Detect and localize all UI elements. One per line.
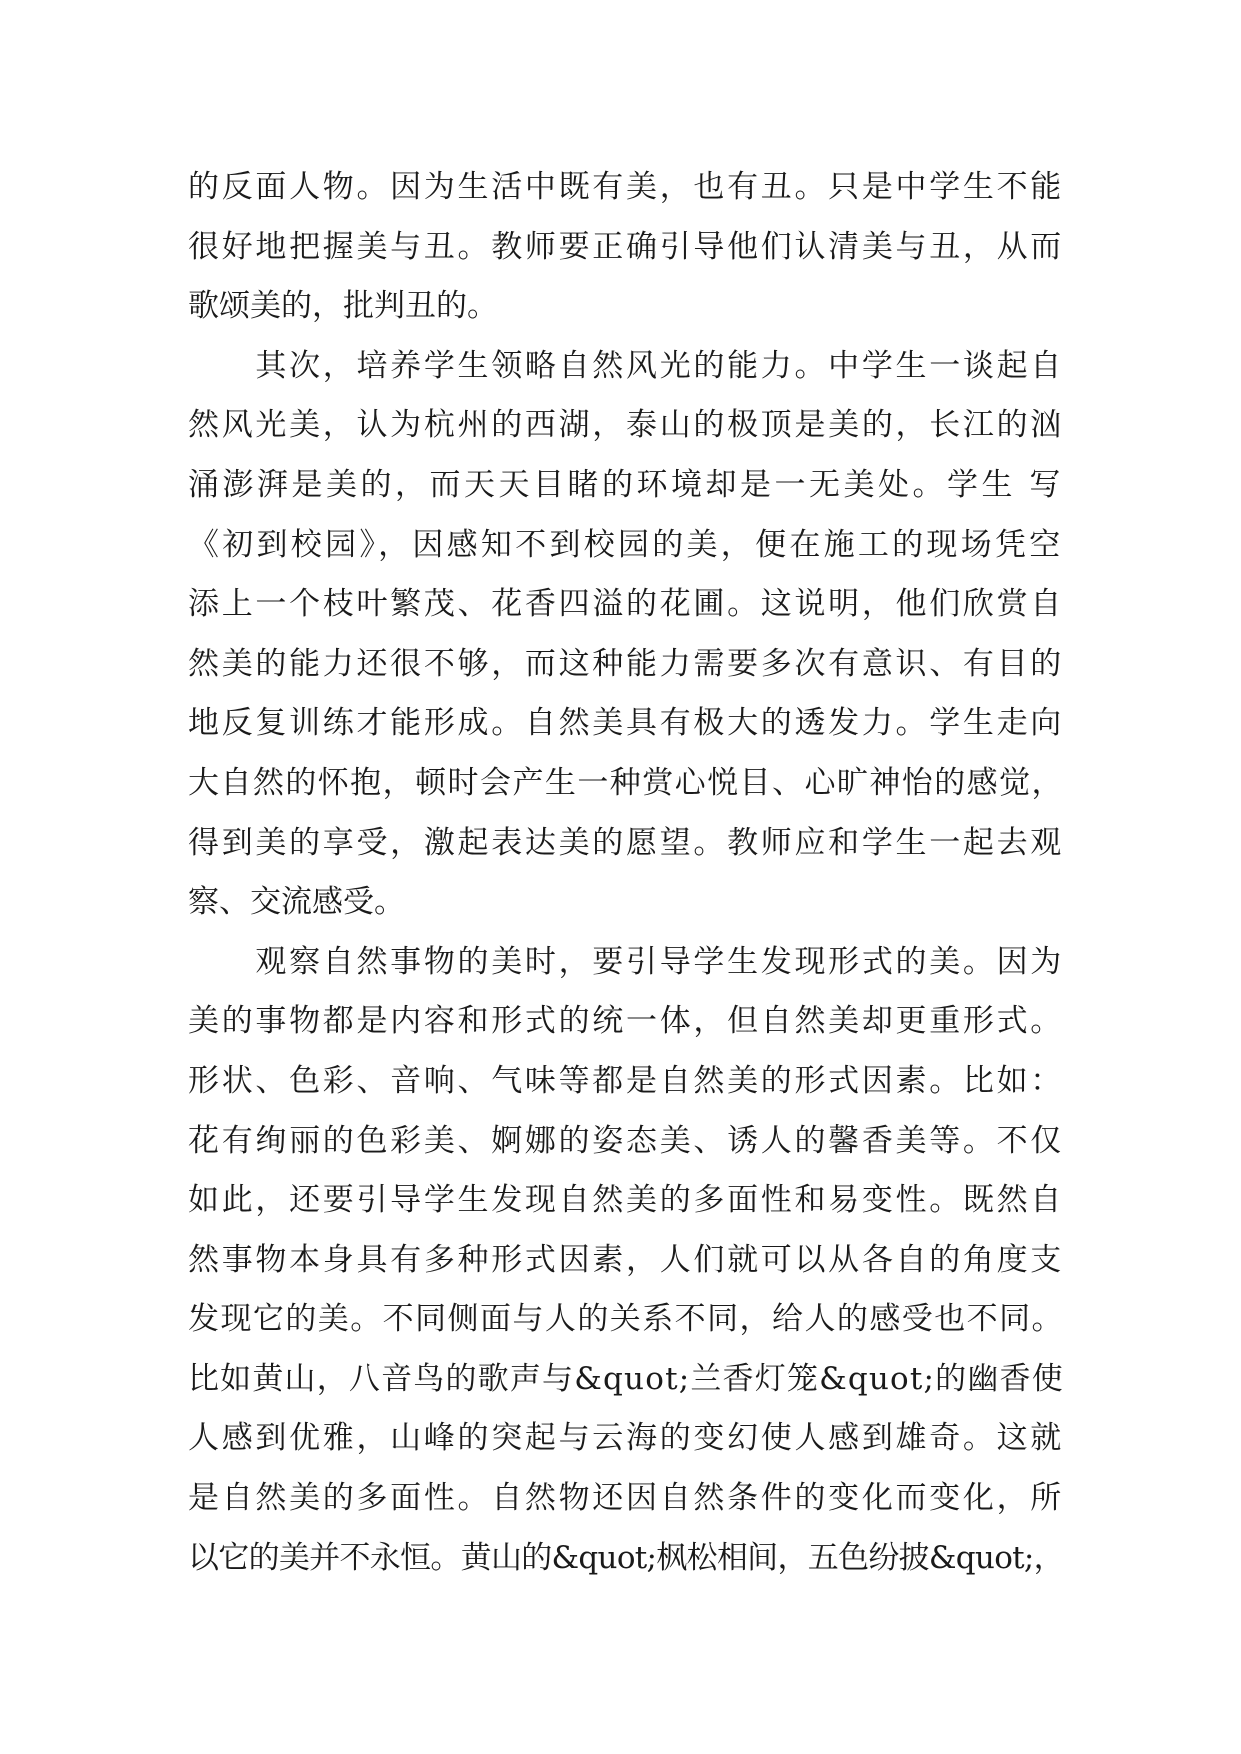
text-line: 大自然的怀抱，顿时会产生一种赏心悦目、心旷神怡的感觉， xyxy=(188,764,1064,801)
text-line: 其次，培养学生领略自然风光的能力。中学生一谈起自 xyxy=(188,347,1064,384)
text-line: 得到美的享受，激起表达美的愿望。教师应和学生一起去观 xyxy=(188,824,1064,861)
text-line: 歌颂美的，批判丑的。 xyxy=(188,288,498,325)
text-line: 发现它的美。不同侧面与人的关系不同，给人的感受也不同。 xyxy=(188,1301,1064,1338)
text-line: 然美的能力还很不够，而这种能力需要多次有意识、有目的 xyxy=(188,645,1064,682)
text-line: 观察自然事物的美时，要引导学生发现形式的美。因为 xyxy=(188,943,1064,980)
text-line: 人感到优雅，山峰的突起与云海的变幻使人感到雄奇。这就 xyxy=(188,1420,1064,1457)
text-line: 以它的美并不永恒。黄山的&quot;枫松相间，五色纷披&quot;， xyxy=(188,1539,1064,1576)
text-line: 然风光美，认为杭州的西湖，泰山的极顶是美的，长江的汹 xyxy=(188,407,1064,444)
text-line: 《初到校园》，因感知不到校园的美，便在施工的现场凭空 xyxy=(188,526,1064,563)
text-line: 的反面人物。因为生活中既有美，也有丑。只是中学生不能 xyxy=(188,169,1064,205)
text-line: 比如黄山，八音鸟的歌声与&quot;兰香灯笼&quot;的幽香使 xyxy=(188,1360,1064,1397)
text-line: 如此，还要引导学生发现自然美的多面性和易变性。既然自 xyxy=(188,1182,1064,1219)
text-line: 是自然美的多面性。自然物还因自然条件的变化而变化，所 xyxy=(188,1480,1064,1517)
text-line: 地反复训练才能形成。自然美具有极大的透发力。学生走向 xyxy=(188,705,1064,742)
text-line: 涌澎湃是美的，而天天目睹的环境却是一无美处。学生 写 xyxy=(188,466,1064,503)
text-line: 美的事物都是内容和形式的统一体，但自然美却更重形式。 xyxy=(188,1003,1064,1040)
text-line: 添上一个枝叶繁茂、花香四溢的花圃。这说明，他们欣赏自 xyxy=(188,586,1064,623)
body-text xyxy=(188,158,1064,1588)
text-line: 很好地把握美与丑。教师要正确引导他们认清美与丑，从而 xyxy=(188,228,1064,265)
text-line: 形状、色彩、音响、气味等都是自然美的形式因素。比如： xyxy=(188,1062,1064,1099)
text-line: 然事物本身具有多种形式因素，人们就可以从各自的角度支 xyxy=(188,1241,1064,1278)
text-line: 察、交流感受。 xyxy=(188,884,405,921)
text-line: 花有绚丽的色彩美、婀娜的姿态美、诱人的馨香美等。不仅 xyxy=(188,1122,1064,1159)
